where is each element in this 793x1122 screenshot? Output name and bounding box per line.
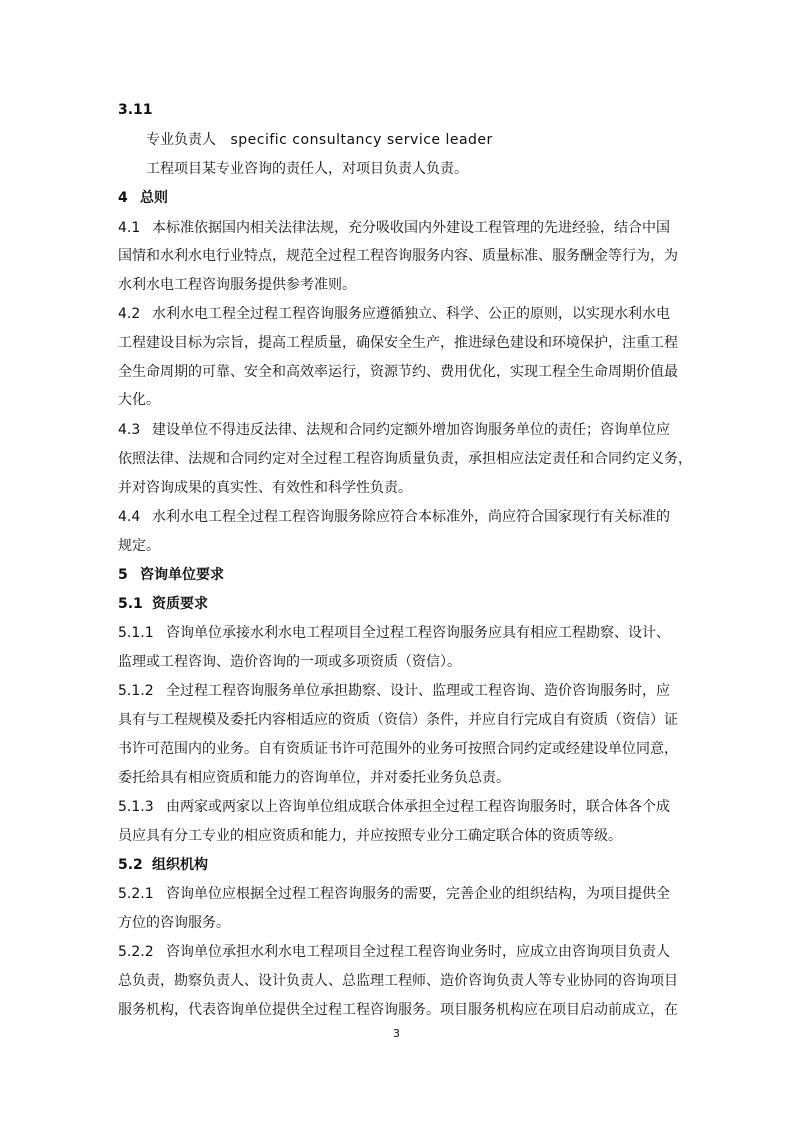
term-english: specific consultancy service leader <box>230 132 493 148</box>
clause-text: 本标准依据国内相关法律法规，充分吸收国内外建设工程管理的先进经验，结合中国 <box>152 220 670 236</box>
clause-number: 5.2.2 <box>118 944 154 960</box>
clause-4-3-line-1 <box>118 420 670 440</box>
clause-5-2-2-line-2: 总负责，勘察负责人、设计负责人、总监理工程师、造价咨询负责人等专业协同的咨询项目 <box>118 973 678 989</box>
heading-5-1 <box>118 594 208 614</box>
clause-text: 咨询单位承担水利水电工程项目全过程工程咨询业务时，应成立由咨询项目负责人 <box>166 944 670 960</box>
section-number-3-11: 3.11 <box>118 102 153 118</box>
heading-number: 5.2 <box>118 857 143 873</box>
term-title: 专业负责人 <box>146 132 216 148</box>
clause-4-2-line-4: 大化。 <box>118 392 160 408</box>
heading-number: 4 <box>118 190 128 206</box>
clause-text: 咨询单位应根据全过程工程咨询服务的需要，完善企业的组织结构，为项目提供全 <box>166 886 670 902</box>
clause-4-1-line-1 <box>118 218 670 238</box>
clause-number: 4.2 <box>118 306 141 322</box>
clause-4-1-line-2: 国情和水利水电行业特点，规范全过程工程咨询服务内容、质量标准、服务酬金等行为，为 <box>118 248 678 264</box>
clause-text: 建设单位不得违反法律、法规和合同约定额外增加咨询服务单位的责任；咨询单位应 <box>152 422 670 438</box>
clause-5-2-1-line-2: 方位的咨询服务。 <box>118 915 230 931</box>
clause-5-1-2-line-3: 书许可范围内的业务。自有资质证书许可范围外的业务可按照合同约定或经建设单位同意， <box>118 741 678 757</box>
clause-5-1-2-line-1 <box>118 681 670 701</box>
clause-5-2-2-line-1 <box>118 942 670 962</box>
clause-text: 水利水电工程全过程工程咨询服务应遵循独立、科学、公正的原则，以实现水利水电 <box>152 306 670 322</box>
clause-5-1-3-line-2: 员应具有分工专业的相应资质和能力，并应按照专业分工确定联合体的资质等级。 <box>118 828 622 844</box>
heading-number: 5.1 <box>118 596 143 612</box>
clause-5-1-1-line-1 <box>118 623 670 643</box>
clause-5-1-2-line-4: 委托给具有相应资质和能力的咨询单位，并对委托业务负总责。 <box>118 770 510 786</box>
clause-4-4-line-2: 规定。 <box>118 538 160 554</box>
heading-title: 资质要求 <box>152 596 208 612</box>
heading-title: 咨询单位要求 <box>140 567 224 583</box>
clause-text: 咨询单位承接水利水电工程项目全过程工程咨询服务应具有相应工程勘察、设计、 <box>166 625 670 641</box>
term-definition: 工程项目某专业咨询的责任人，对项目负责人负责。 <box>146 161 468 177</box>
clause-4-2-line-3: 全生命周期的可靠、安全和高效率运行，资源节约、费用优化，实现工程全生命周期价值最 <box>118 364 678 380</box>
term-line <box>146 130 493 150</box>
clause-text: 水利水电工程全过程工程咨询服务除应符合本标准外，尚应符合国家现行有关标准的 <box>152 509 670 525</box>
clause-4-4-line-1 <box>118 507 670 527</box>
heading-5-2 <box>118 855 208 875</box>
clause-4-3-line-3: 并对咨询成果的真实性、有效性和科学性负责。 <box>118 480 412 496</box>
clause-5-1-2-line-2: 具有与工程规模及委托内容相适应的资质（资信）条件，并应自行完成自有资质（资信）证 <box>118 712 678 728</box>
heading-title: 总则 <box>140 190 168 206</box>
clause-5-1-1-line-2: 监理或工程咨询、造价咨询的一项或多项资质（资信）。 <box>118 654 461 670</box>
page-number: 3 <box>393 1027 400 1040</box>
clause-5-2-2-line-3: 服务机构，代表咨询单位提供全过程工程咨询服务。项目服务机构应在项目启动前成立，在 <box>118 1002 678 1018</box>
clause-4-3-line-2: 依照法律、法规和合同约定对全过程工程咨询质量负责，承担相应法定责任和合同约定义务， <box>118 451 692 467</box>
clause-text: 由两家或两家以上咨询单位组成联合体承担全过程工程咨询服务时，联合体各个成 <box>166 799 670 815</box>
clause-number: 5.1.1 <box>118 625 154 641</box>
heading-number: 5 <box>118 567 128 583</box>
clause-text: 全过程工程咨询服务单位承担勘察、设计、监理或工程咨询、造价咨询服务时，应 <box>166 683 670 699</box>
clause-4-2-line-1 <box>118 304 670 324</box>
clause-5-1-3-line-1 <box>118 797 670 817</box>
heading-5 <box>118 565 224 585</box>
clause-number: 5.1.3 <box>118 799 154 815</box>
clause-4-1-line-3: 水利水电工程咨询服务提供参考准则。 <box>118 277 356 293</box>
clause-number: 4.4 <box>118 509 141 525</box>
heading-4 <box>118 188 168 208</box>
clause-4-2-line-2: 工程建设目标为宗旨，提高工程质量，确保安全生产，推进绿色建设和环境保护，注重工程 <box>118 335 678 351</box>
clause-number: 4.1 <box>118 220 141 236</box>
clause-number: 5.2.1 <box>118 886 154 902</box>
clause-number: 5.1.2 <box>118 683 154 699</box>
clause-5-2-1-line-1 <box>118 884 670 904</box>
heading-title: 组织机构 <box>152 857 208 873</box>
clause-number: 4.3 <box>118 422 141 438</box>
